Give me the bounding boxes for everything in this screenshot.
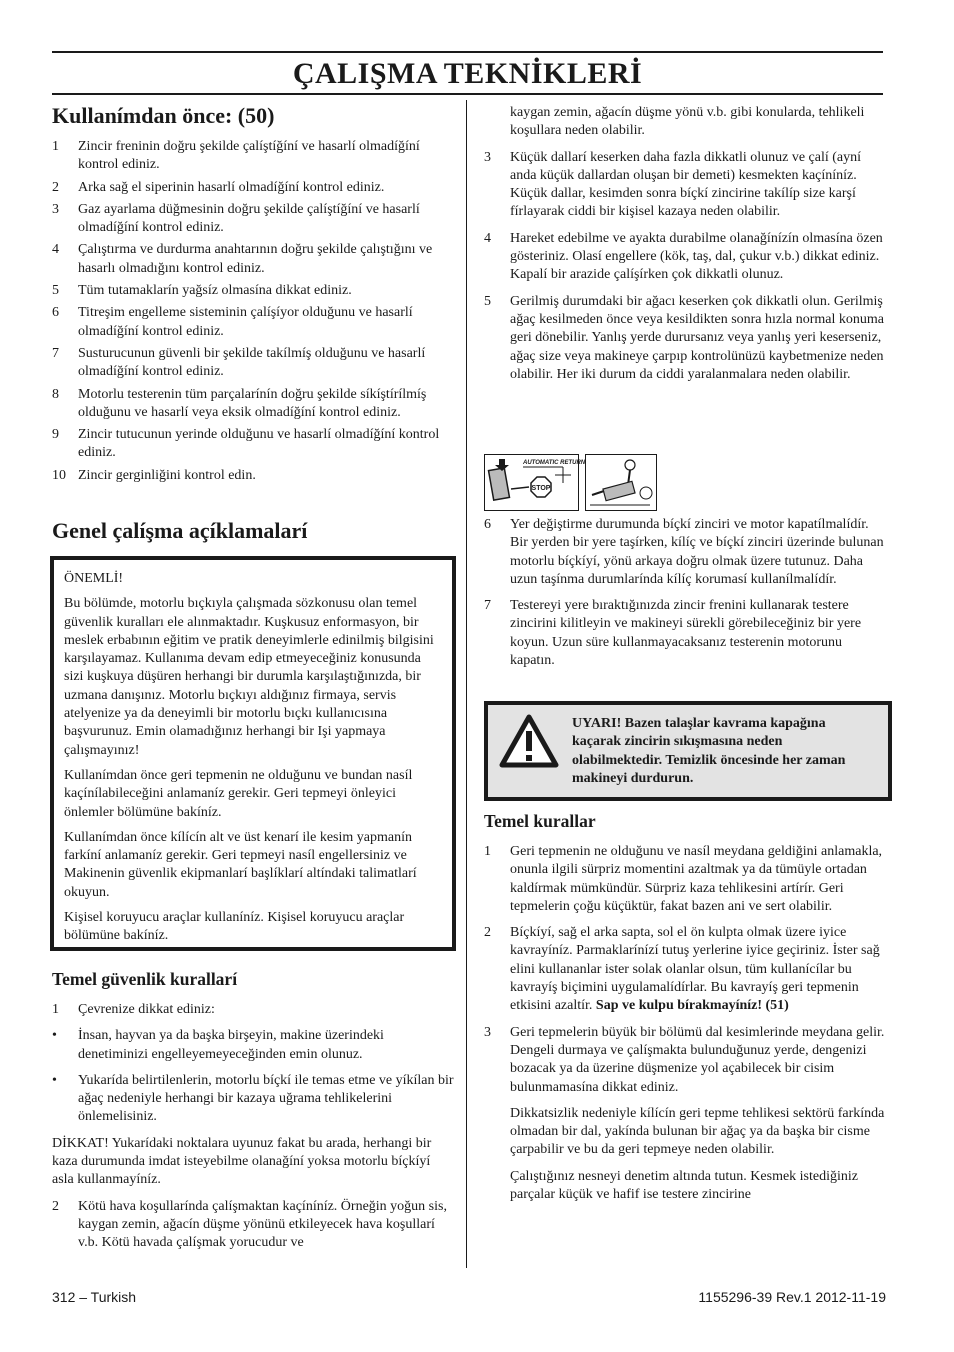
svg-text:AUTOMATIC RETURN: AUTOMATIC RETURN: [523, 460, 586, 466]
chain-brake-icon: [485, 455, 586, 509]
list-item: 1 Geri tepmenin ne olduğunu ve nasíl meydana geldiğini anlamakla, onunla ilgili sürpriz momentini azaltmak ya da tümüyle ortadan kaldírmak mümkündür. Sürpriz kaza tehlikesini artírír. Geri tepmelerin çoğu küçüktür, fakat bazen ani ve sert olabilir.: [484, 844, 883, 914]
section-title-general: Genel çalíşma açíklamalarí: [52, 518, 308, 543]
checklist-item: 6 Titreşim engelleme sisteminin çalíşíyor olduğunu ve hasarlí olmadíğíní kontrol ediniz.: [52, 305, 413, 339]
chain-brake-pictogram: [484, 454, 586, 511]
checklist-item: 10 Zincir gerginliğini kontrol edin.: [52, 467, 256, 483]
safety-list: [52, 1001, 454, 1253]
continuation-text: kaygan zemin, ağacín düşme yönü v.b. gibi konularda, tehlikeli koşullara neden olabilir.: [510, 105, 865, 139]
bold-instruction: Sap ve kulpu bírakmayíníz! (51): [595, 998, 789, 1014]
notice-paragraph: Kullanímdan önce kílícín alt ve üst kenarí ile kesim yapmanín farkíní anlamaníz gerekir. Geri tepmeyi nasíl engellersiniz ve Makinenin güvenlik ekipmanlarí başlíklarí altíndaki talimatlarí okuyun.: [64, 829, 417, 900]
basic-rules-list: [484, 843, 886, 1204]
notice-paragraph: Kullanímdan önce geri tepmenin ne olduğunu ve bundan nasíl kaçínílabileceğini anlamaníz gerekir. Geri tepmeyi önleyici önlemler bölümüne bakíníz.: [64, 767, 413, 820]
list-item: 6 Yer değiştirme durumunda bíçkí zinciri ve motor kapatílmalídír. Bir yerden bir yere taşírken, kílíç ve bíçkí zinciri üzerinde bulunan motorlu bíçkíyí, yönü arkaya doğru olmak üzere tutunuz. Daha uzun taşínma durumlarínda kílíç korumasí kullanílmalídír.: [484, 517, 884, 587]
right-list-a: [484, 104, 886, 384]
page-title: ÇALIŞMA TEKNİKLERİ: [292, 57, 643, 90]
checklist-item: 7 Susturucunun güvenli bir şekilde takílmíş olduğunu ve hasarlí olmadíğíní kontrol ediniz.: [52, 345, 426, 380]
safety-item: 2 Kötü hava koşullarínda çalíşmaktan kaçíníníz. Örneğin yoğun sis, kaygan zemin, ağacín düşme yönünü etkileyecek hava koşullarí v.b. Kötü havada çalíşmak yorucudur ve: [52, 1198, 447, 1251]
footer-page-number: 312 – Turkish: [52, 1289, 137, 1305]
caution-paragraph: DİKKAT! Yukarídaki noktalara uyunuz fakat bu arada, herhangi bir kaza durumunda imdat isteyebilme olanağíní yoksa motorlu bíçkíyí asla kullanmayíníz.: [52, 1135, 432, 1188]
important-notice-box: [50, 556, 456, 951]
checklist-item: 2 Arka sağ el siperinin hasarlí olmadíğíní kontrol ediniz.: [52, 179, 385, 195]
rule-paragraph: Çalıştığınız nesneyi denetim altında tutun. Kesmek istediğiniz parçalar küçük ve hafif ise testere zincirine: [510, 1168, 858, 1203]
bullet-item: • İnsan, hayvan ya da başka birşeyin, makine üzerindeki denetiminizi engelleyemeyeceğinden emin olunuz.: [52, 1028, 384, 1062]
right-list-b: [484, 516, 886, 670]
warning-triangle-icon: [498, 713, 560, 769]
warning-box: [484, 701, 892, 801]
bullet-item: • Yukarída belirtilenlerin, motorlu bíçkí ile temas etme ve yíkílan bir ağaç nedeniyle herhangi bir kazaya uğrama tehlikelerini önlemelisiniz.: [52, 1072, 454, 1125]
list-item: 2 Bíçkíyí, sağ el arka sapta, sol el ön kulpta olmak üzere iyice kavrayíníz. Parmaklarínízí tutuş yerlerine iyice geçiriniz. İster sağ elini kullananlar ister solak olanlar olsun, tüm kullanícílar bu kavrayíş biçimini uygulamalídírlar. Bu kavrayíş geri tepmenin etkisini azaltír. Sap ve kulpu bírakmayíníz! (51): [484, 925, 880, 1014]
carry-saw-pictogram: [585, 454, 657, 511]
carry-saw-icon: [586, 455, 655, 509]
subsection-title-basic-rules: Temel kurallar: [484, 811, 596, 831]
safety-item: 1 Çevrenize dikkat ediniz:: [52, 1002, 215, 1017]
checklist: [52, 138, 452, 485]
checklist-item: 1 Zincir freninin doğru şekilde çalíştíğíní ve hasarlí olmadíğíní kontrol ediniz.: [52, 139, 420, 173]
svg-text:STOP: STOP: [531, 485, 551, 492]
notice-paragraph: Kişisel koruyucu araçlar kullaníníz. Kişisel koruyucu araçlar bölümüne bakíníz.: [64, 910, 405, 944]
checklist-item: 3 Gaz ayarlama düğmesinin doğru şekilde çalíştíğíní ve hasarlí olmadíğíní kontrol ediniz.: [52, 201, 420, 236]
header-bottom-rule: [52, 93, 883, 95]
checklist-item: 9 Zincir tutucunun yerinde olduğunu ve hasarlí olmadíğíní kontrol ediniz.: [52, 427, 440, 461]
checklist-item: 4 Çalıştırma ve durdurma anahtarının doğru şekilde çalıştığını ve hasarlı olmadığını kontrol ediniz.: [52, 242, 433, 276]
section-title-before-use: Kullanímdan önce: (50): [52, 103, 275, 128]
list-item: 3 Geri tepmelerin büyük bir bölümü dal kesimlerinde meydana gelir. Dengeli durmaya ve çalíşmakta bulunduğunuz yerde, dengenizi bozacak ya da üzerine düşmenize yol açabilecek bir cisim bulunmamasína dikkat ediniz.: [484, 1024, 885, 1095]
list-item: 4 Hareket edebilme ve ayakta durabilme olanağínízín olmasína özen gösteriniz. Olasí engellere (kök, taş, dal, çukur v.b.) dikkat ediniz. Kapalí bir arazide çalíşírken çok dikkatli olunuz.: [484, 230, 883, 283]
warning-text: UYARI! Bazen talaşlar kavrama kapağına kaçarak zincirin sıkışmasına neden olabilmektedir. Temizlik öncesinde her zaman makineyi durdurun.: [572, 716, 846, 786]
list-item: 5 Gerilmiş durumdaki bir ağacı keserken çok dikkatli olun. Gerilmiş ağaç kesilmeden önce veya kesildikten sonra hızla normal konuma geri dönebilir. Yanlış yerde durursanız veya yanlış yeri keserseniz, ağaç size veya makineye çarpıp kontrolünüzü kaybetmenize neden olabilir. Her iki durum da ciddi yaralanmalara neden olabilir.: [484, 293, 884, 382]
footer-doc-id: 1155296-39 Rev.1 2012-11-19: [698, 1289, 886, 1305]
notice-heading: ÖNEMLİ!: [64, 571, 124, 586]
list-item: 7 Testereyi yere bıraktığınızda zincir frenini kullanarak testere zincirini kilitleyin ve makineyi sürekli görebileceğiniz bir yere koyun. Uzun süre kullanmayacaksanız testerenin motorunu kapatın.: [484, 598, 862, 669]
rule-paragraph: Dikkatsizlik nedeniyle kílícín geri tepme tehlikesi sektörü farkínda olmadan bir dal, yakínda bulunan bir ağaç ya da başka bir cisme çarpabilir ve bu da geri tepmeye neden olabilir.: [510, 1105, 885, 1158]
notice-paragraph: Bu bölümde, motorlu bıçkıyla çalışmada sözkonusu olan temel güvenlik kuralları ele alınmaktadır. Kuşkusuz enformasyon, bir meslek erbabının eğitim ve pratik deneyimlerle edinilmiş bilgisini karşılayamaz. Kullanıma devam edip etmeyeceğiniz konusunda sizi kuşkuya düşüren herhangi bir durumla karşılaştığınızda, bir uzmana danışınız. Motorlu bıçkıyı aldığınız firmaya, servis atelyenize ya da deneyimli bir motorlu bıçkı kullanıcısına başvurunuz. Emin olamadığınız herhangi bir Işi yapmaya çalışmayınız!: [64, 596, 434, 758]
header-top-rule: [52, 51, 883, 53]
subsection-title-safety: Temel güvenlik kurallarí: [52, 969, 238, 989]
list-item: 3 Küçük dallarí keserken daha fazla dikkatli olunuz ve çalí (ayní anda küçük dallardan oluşan bir demeti) kesmekten kaçíníníz. Küçük dallar, kesimden sonra bíçkí zincirine takílíp size karşí fírlayarak ciddi bir kişisel kazaya neden olabilir.: [484, 149, 862, 220]
checklist-item: 8 Motorlu testerenin tüm parçalarínín doğru şekilde síkíştírílmíş olduğunu ve hasarlí veya eksik olmadíğíní kontrol ediniz.: [52, 386, 427, 420]
column-divider: [466, 100, 467, 1268]
checklist-item: 5 Tüm tutamaklarín yağsíz olmasína dikkat ediniz.: [52, 283, 352, 299]
